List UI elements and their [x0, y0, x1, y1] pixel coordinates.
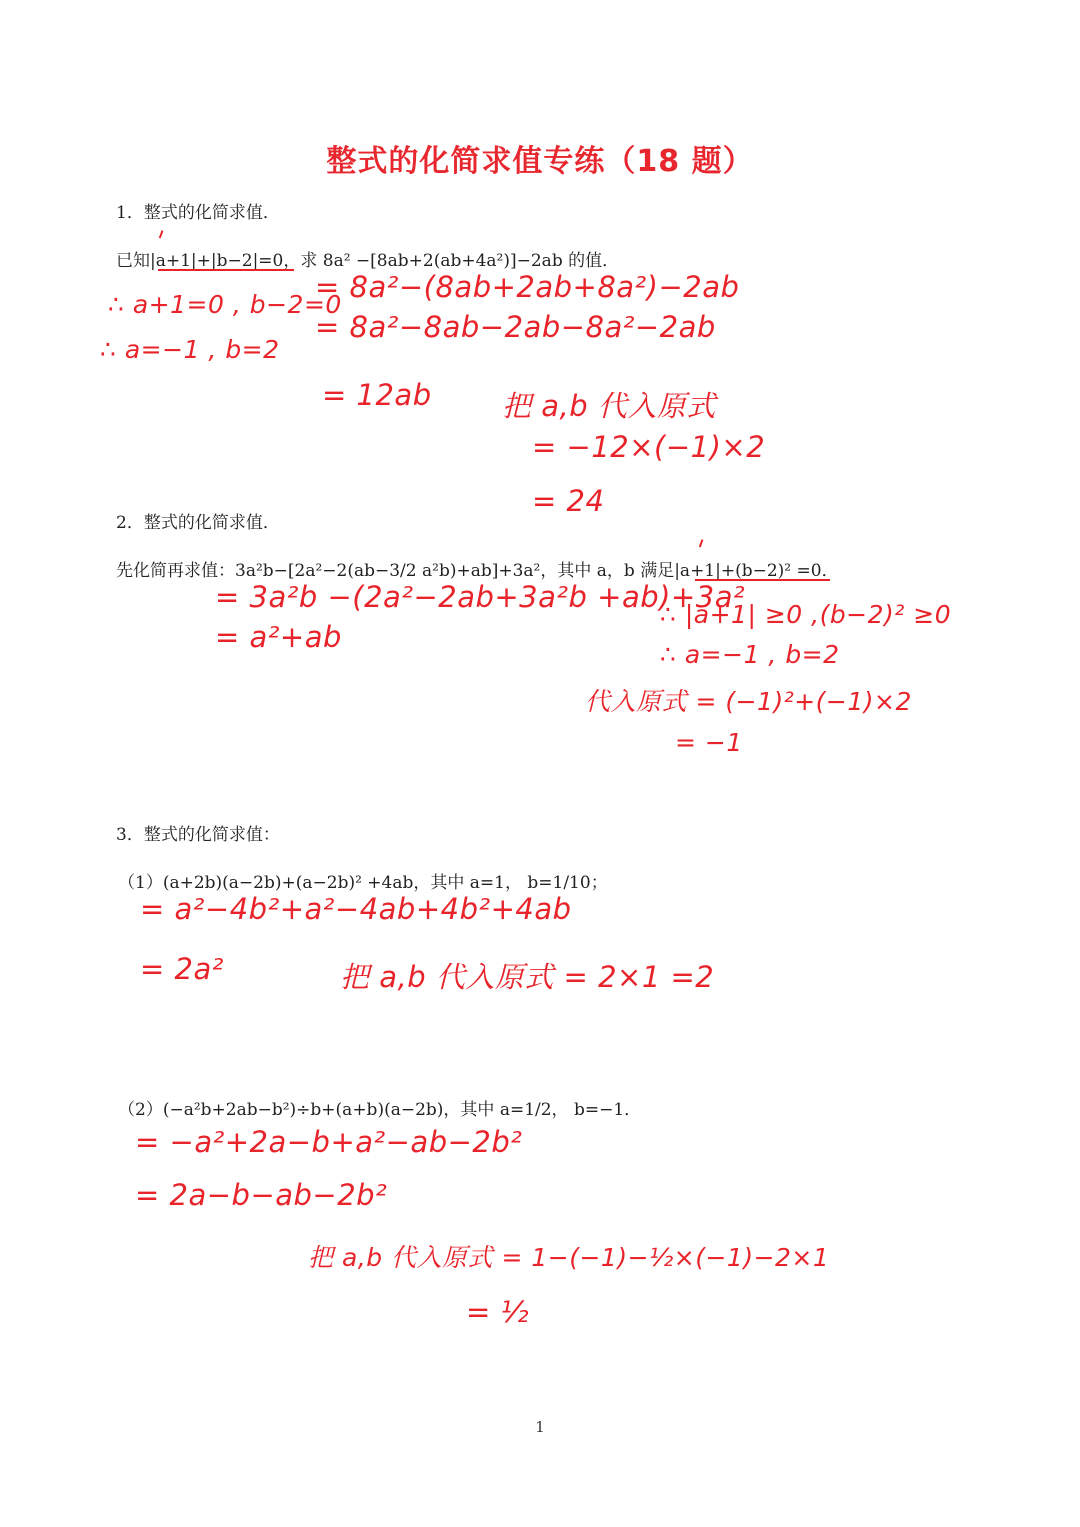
question-3-part-2-prompt: （2）(−a²b+2ab−b²)÷b+(a+b)(a−2b)，其中 a=1/2， b=−1． — [118, 1100, 642, 1120]
q1-substitute-line: 把 a,b 代入原式 — [502, 389, 716, 423]
handwritten-underline — [158, 250, 294, 271]
page-title: 整式的化简求值专练（18 题） — [326, 144, 754, 179]
q1-solution-line: ∴ a=−1 , b=2 — [100, 335, 280, 364]
q2-work-line-1: = 3a²b −(2a²−2ab+3a²b +ab)+3a² — [215, 580, 746, 614]
q3p1-substitute-line: 把 a,b 代入原式 = 2×1 =2 — [340, 960, 715, 994]
question-1-prompt: 已知|a+1|+|b−2|=0，求 8a² −[8ab+2(ab+4a²)]−2ab 的值． — [116, 251, 620, 271]
q3p2-substitute-line: 把 a,b 代入原式 = 1−(−1)−½×(−1)−2×1 — [308, 1243, 830, 1272]
question-1-heading: 1．整式的化简求值． — [116, 203, 280, 223]
q1-work-line-2: = 8a²−8ab−2ab−8a²−2ab — [315, 310, 716, 344]
handwritten-underline — [695, 560, 830, 581]
question-2-heading: 2．整式的化简求值． — [116, 513, 280, 533]
q3p2-work-line-2: = 2a−b−ab−2b² — [135, 1178, 388, 1212]
q1-work-line-1: = 8a²−(8ab+2ab+8a²)−2ab — [315, 270, 740, 304]
check-mark-icon — [159, 230, 167, 240]
page-number: 1 — [535, 1418, 545, 1436]
q3p2-answer-line: = ½ — [466, 1295, 530, 1329]
question-3-heading: 3．整式的化简求值： — [116, 825, 280, 845]
q1-answer-line: = 24 — [532, 484, 605, 518]
q1-condition-line: ∴ a+1=0 , b−2=0 — [108, 290, 342, 319]
q3p1-work-line-1: = a²−4b²+a²−4ab+4b²+4ab — [140, 892, 572, 926]
q2-solution-line: ∴ a=−1 , b=2 — [660, 640, 840, 669]
q1-work-line-3: = 12ab — [322, 378, 432, 412]
q2-answer-line: = −1 — [675, 728, 743, 757]
question-3-part-1-prompt: （1）(a+2b)(a−2b)+(a−2b)² +4ab，其中 a=1， b=1/10； — [118, 873, 608, 893]
question-2-prompt: 先化简再求值：3a²b−[2a²−2(ab−3/2 a²b)+ab]+3a²，其中 a，b 满足|a+1|+(b−2)² =0． — [116, 561, 839, 581]
check-mark-icon — [699, 539, 707, 549]
q2-work-line-2: = a²+ab — [215, 620, 342, 654]
q3p1-work-line-2: = 2a² — [140, 952, 224, 986]
q1-compute-line: = −12×(−1)×2 — [532, 430, 766, 464]
q2-substitute-line: 代入原式 = (−1)²+(−1)×2 — [585, 687, 912, 716]
q3p2-work-line-1: = −a²+2a−b+a²−ab−2b² — [135, 1125, 523, 1159]
q2-condition-line: ∴ |a+1| ≥0 ,(b−2)² ≥0 — [660, 600, 952, 629]
